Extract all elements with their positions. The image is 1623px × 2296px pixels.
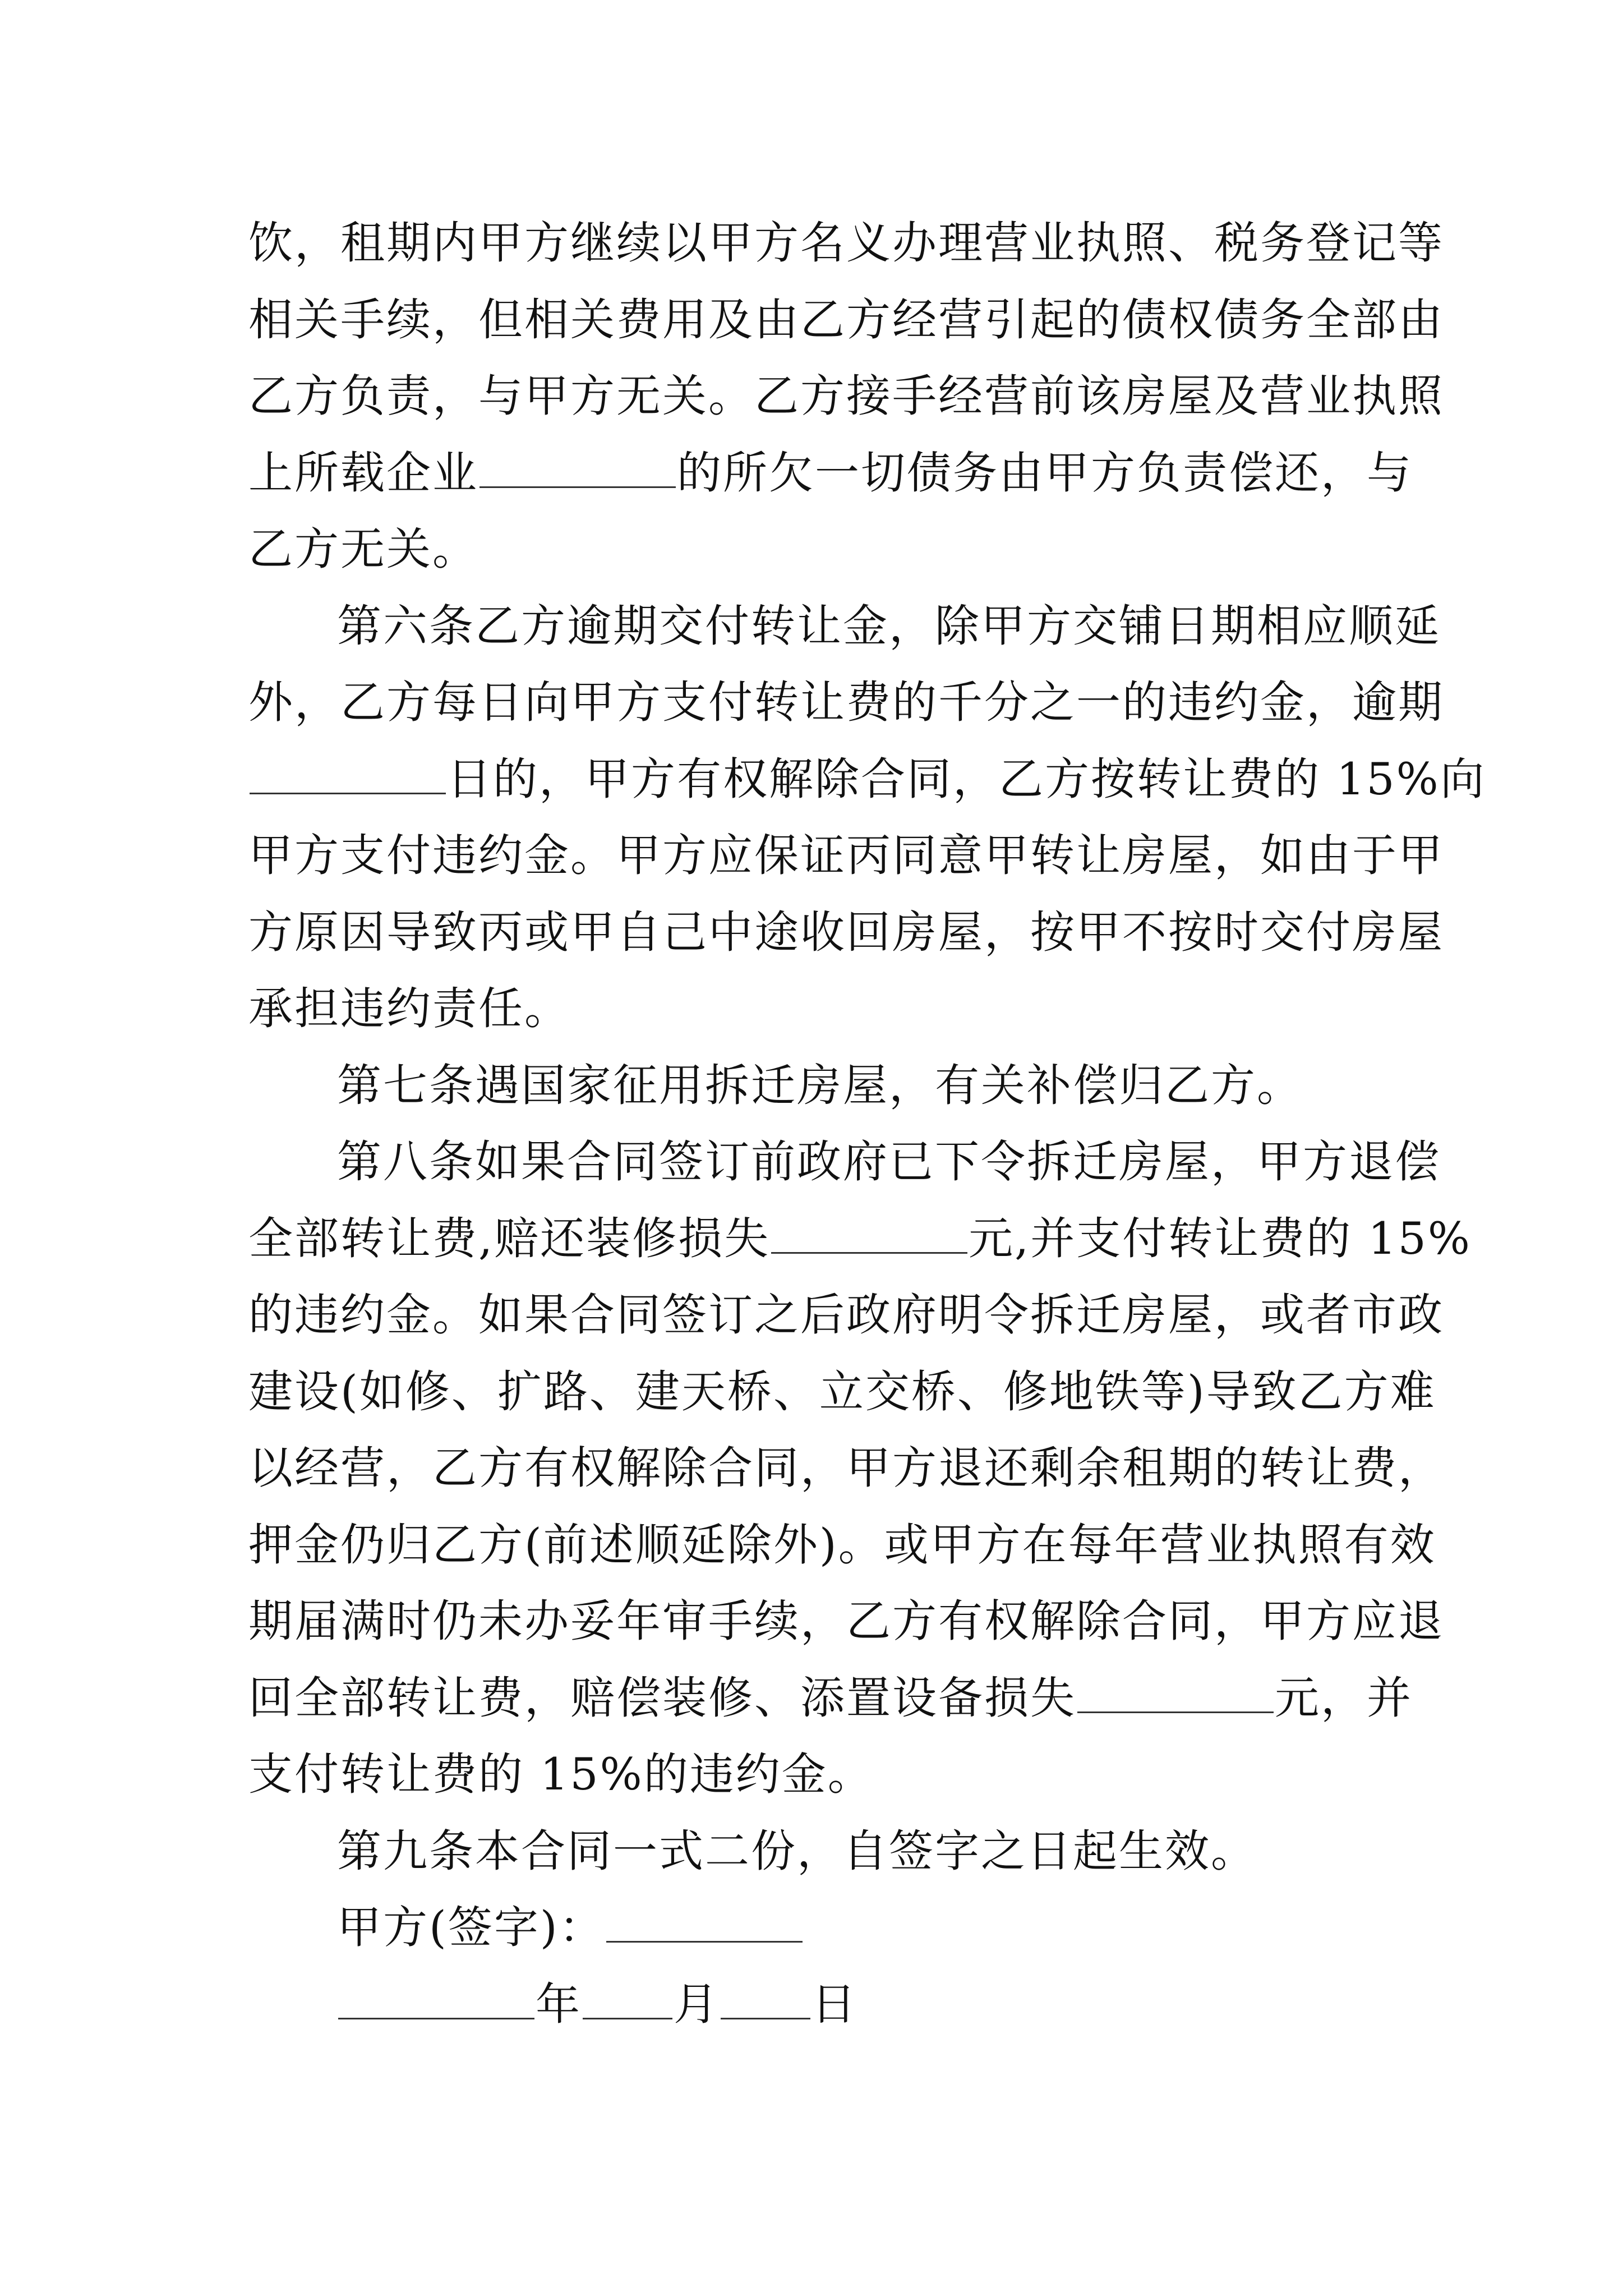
article-8-line <box>248 1124 1441 1200</box>
text-line <box>248 664 1444 741</box>
fill-in-blank[interactable] <box>771 1218 967 1254</box>
line-text: 乙方无关。 <box>248 523 478 575</box>
line-text: 上所载企业 <box>248 447 478 499</box>
contract-body <box>248 205 1486 2042</box>
line-text: 支付转让费的 15%的违约金。 <box>248 1749 874 1800</box>
article-9-line <box>248 1813 1393 1890</box>
year-label: 年 <box>536 1978 582 2030</box>
line-text: 第九条本合同一式二份，自签字之日起生效。 <box>337 1825 1257 1877</box>
text-line <box>248 1660 1413 1737</box>
text-line <box>248 1583 1444 1660</box>
text-line <box>248 970 1393 1047</box>
line-text: 方原因导致丙或甲自己中途收回房屋，按甲不按时交付房屋 <box>248 906 1444 958</box>
line-text: 相关手续，但相关费用及由乙方经营引起的债权债务全部由 <box>248 293 1444 346</box>
line-text: 第八条如果合同签订前政府已下令拆迁房屋，甲方退偿 <box>337 1136 1441 1188</box>
line-text: 元,并支付转让费的 15% <box>969 1212 1472 1264</box>
line-text: 第六条乙方逾期交付转让金，除甲方交铺日期相应顺延 <box>337 600 1441 652</box>
text-line <box>248 205 1444 282</box>
article-6-line <box>248 588 1441 665</box>
text-line <box>248 1354 1436 1430</box>
day-blank[interactable] <box>721 1984 810 2019</box>
fill-in-blank[interactable] <box>479 453 676 488</box>
line-text: 承担违约责任。 <box>248 983 570 1034</box>
line-text: 建设(如修、扩路、建天桥、立交桥、修地铁等)导致乙方难 <box>248 1365 1436 1418</box>
month-blank[interactable] <box>583 1984 672 2019</box>
text-line <box>248 1277 1444 1354</box>
line-text: 押金仍归乙方(前述顺延除外)。或甲方在每年营业执照有效 <box>248 1519 1436 1571</box>
line-text: 饮，租期内甲方继续以甲方名义办理营业执照、税务登记等 <box>248 217 1444 269</box>
text-line <box>248 511 1393 588</box>
text-line <box>248 282 1444 358</box>
year-blank[interactable] <box>338 1984 534 2019</box>
line-text: 回全部转让费，赔偿装修、添置设备损失 <box>248 1672 1076 1724</box>
line-text: 乙方负责，与甲方无关。乙方接手经营前该房屋及营业执照 <box>248 370 1444 422</box>
line-text: 元，并 <box>1275 1672 1413 1724</box>
article-7-line <box>248 1047 1393 1124</box>
month-label: 月 <box>674 1978 720 2030</box>
line-text: 期届满时仍未办妥年审手续，乙方有权解除合同，甲方应退 <box>248 1595 1444 1647</box>
date-line <box>248 1966 1393 2043</box>
text-line <box>248 1200 1472 1277</box>
signature-blank[interactable] <box>606 1907 803 1943</box>
line-text: 外，乙方每日向甲方支付转让费的千分之一的违约金，逾期 <box>248 677 1444 728</box>
day-label: 日 <box>811 1978 857 2030</box>
fill-in-blank[interactable] <box>250 759 446 794</box>
text-line <box>248 435 1413 512</box>
line-text: 的违约金。如果合同签订之后政府明令拆迁房屋，或者市政 <box>248 1289 1444 1341</box>
text-line <box>248 1430 1444 1507</box>
line-text: 以经营，乙方有权解除合同，甲方退还剩余租期的转让费， <box>248 1442 1444 1494</box>
fill-in-blank[interactable] <box>1077 1678 1274 1713</box>
line-text: 全部转让费,赔还装修损失 <box>248 1212 771 1264</box>
text-line <box>248 817 1444 894</box>
text-line <box>248 1736 1393 1813</box>
text-line <box>248 1507 1436 1584</box>
party-a-signature-line <box>248 1889 1393 1966</box>
line-text: 日的，甲方有权解除合同，乙方按转让费的 15%向 <box>447 753 1486 805</box>
text-line <box>248 741 1486 818</box>
text-line <box>248 894 1444 971</box>
party-a-label: 甲方(签字)： <box>337 1902 605 1953</box>
line-text: 第七条遇国家征用拆迁房屋，有关补偿归乙方。 <box>337 1059 1303 1111</box>
line-text: 甲方支付违约金。甲方应保证丙同意甲转让房屋，如由于甲 <box>248 830 1444 881</box>
line-text: 的所欠一切债务由甲方负责偿还，与 <box>677 447 1413 499</box>
text-line <box>248 358 1444 435</box>
